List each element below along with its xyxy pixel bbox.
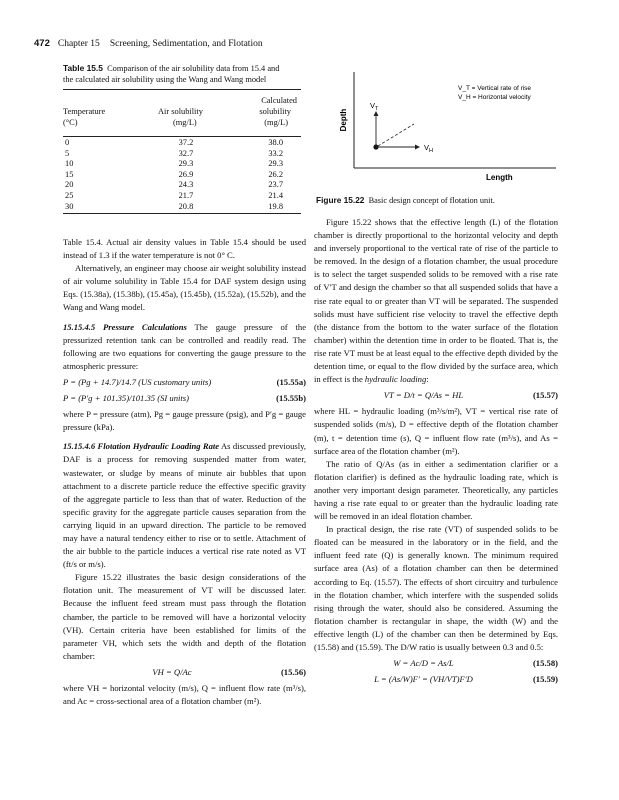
section-heading: 15.15.4.5 Pressure Calculations (63, 321, 187, 332)
figure (316, 62, 576, 207)
figure-diagram (316, 62, 576, 187)
equation-15-55a: P = (Pg + 14.7)/14.7 (US customary units) (15.55a) (63, 376, 306, 387)
section-heading: 15.15.4.6 Flotation Hydraulic Loading Rate (63, 441, 220, 452)
table-row (63, 170, 301, 181)
right-paragraph-3: In practical design, the rise rate (VT) of suspended solids to be floated can be measured in the laboratory or in the field, and the influent feed rate (Q) is generally known. The minimum required surface area (As) of a flotation chamber can then be determined according to Eq. (15.57). The effects of short circuitry and turbulence in the flotation chamber, which interfere with the suspended solids rising through the water, should also be considered. Assuming the flotation chamber is rectangular in shape, the width (W) and the effective length (L) of the chamber can then be determined by Eqs. (15.58) and (15.59). The D/W ratio is usually between 0.3 and 0.5: (314, 524, 558, 652)
left-paragraph-1: Table 15.4. Actual air density values in Table 15.4 should be used instead of 1.3 if the water temperature is not 0° C. (63, 237, 306, 261)
table-row (63, 202, 301, 213)
table-cell: 32.7 (178, 148, 194, 158)
table-cell: 26.9 (178, 169, 194, 179)
equation-15-55b: P = (P′g + 101.35)/101.35 (SI units) (15.55b) (63, 393, 306, 404)
equation-15-59: L = (As/W)F′ = (VH/VT)F′D (15.59) (374, 674, 558, 685)
chapter-number: Chapter 15 (57, 39, 100, 49)
right-where-1: where HL = hydraulic loading (m³/s/m²), VT = vertical rise rate of suspended solids (m/s), D = effective depth of the flotation chamber (m), t = detention time (s), Q = influent flow rate (m³/s), and As = surface area of the flotation chamber (m²). (314, 406, 558, 456)
table-cell: 20 (65, 180, 74, 190)
table-cell: 19.8 (268, 201, 283, 211)
legend-line-1: V_T = Vertical rate of rise (458, 85, 532, 92)
table-block (63, 63, 301, 214)
left-where-1: where P = pressure (atm), Pg = gauge pressure (psig), and P′g = gauge pressure (kPa). (63, 409, 306, 433)
table-cell: 23.7 (268, 180, 283, 190)
right-paragraph-2: The ratio of Q/As (as in either a sedimentation clarifier or a flotation clarifier) is defined as the hydraulic loading rate, which is another very important design parameter. Theoretically, any particles having a rise rate equal to or greater than the hydraulic loading rate will be removed in an ideal flotation chamber. (314, 458, 558, 522)
resultant-path (378, 124, 414, 146)
x-axis-label: Length (486, 173, 513, 182)
figure-caption: Figure 15.22 Basic design concept of flotation unit. (316, 195, 495, 205)
left-paragraph-2: Alternatively, an engineer may choose air weight solubility instead of air volume solubility in Table 15.4 for DAF system design using Eqs. (15.38a), (15.38b), (15.45a), (15.45b), (15.52a), (15.52b), and the Wang and Wang model. (63, 263, 306, 313)
table-row (63, 149, 301, 160)
table-row (63, 159, 301, 170)
table-rule-mid (63, 136, 301, 137)
left-column (63, 236, 306, 708)
table-cell: 10 (65, 159, 74, 169)
table-row (63, 138, 301, 149)
table-cell: 20.8 (178, 201, 194, 211)
chapter-title: Screening, Sedimentation, and Flotation (109, 39, 263, 49)
table-cell: 24.3 (178, 180, 194, 190)
left-paragraph-3: Figure 15.22 illustrates the basic design considerations of the flotation unit. The measurement of VT will be discussed later. Because the influent feed stream must pass through the flotation chamber, the particle to be removed will have a horizontal velocity (VH). Certain criteria have been established for limits of the parameter VH, which sets the width and depth of the flotation chamber: (63, 572, 306, 661)
left-where-2: where VH = horizontal velocity (m/s), Q = influent flow rate (m³/s), and Ac = cross-sectional area of a flotation chamber (m²). (63, 683, 306, 707)
table-cell: 0 (65, 138, 70, 147)
table-cell: 29.3 (268, 159, 283, 169)
vh-arrowhead (415, 145, 420, 150)
table-cell: 5 (65, 148, 70, 158)
right-paragraph-1: Figure 15.22 shows that the effective length (L) of the flotation chamber is directly proportional to the horizontal velocity and depth and inversely proportional to the vertical rate of rise of the particle to be removed. In the design of a flotation chamber, the usual procedure is to select the target suspended solids to be removed with a rise rate of V′T and design the chamber so that all suspended solids that have a rise rate equal to or greater than VT will be separated. The suspended solids must have sufficient rise velocity to travel the effective depth (the distance from the bottom to the water surface of the flotation chamber) within the detention time in order to be floated. That is, the rise rate VT must be at least equal to the effective depth divided by the detention time, or equal to the flow divided by the surface area, which in effect is the hydraulic loading: (314, 217, 558, 385)
equation-15-56: VH = Q/Ac (15.56) (152, 666, 306, 677)
running-header (34, 38, 273, 49)
equation-15-57: VT = D/t = Q/As = HL (15.57) (383, 390, 558, 401)
table-cell: 29.3 (178, 159, 194, 169)
table-caption: Table 15.5 Comparison of the air solubility data from 15.4 and the calculated air solubility using the Wang and Wang model (63, 63, 280, 84)
y-axis-label: Depth (339, 108, 348, 132)
table-cell: 37.2 (178, 138, 194, 147)
vh-label: $V_H$ (424, 143, 433, 154)
table-cell: 25 (65, 190, 74, 200)
table-cell: 38.0 (268, 138, 283, 147)
table-row (63, 180, 301, 191)
table-cell: 21.7 (178, 190, 194, 200)
table-header: Calculated Temperature (°C) Air solubility (mg/L) solubility (mg/L) (63, 96, 297, 127)
section-loading-rate: 15.15.4.6 Flotation Hydraulic Loading Rate As discussed previously, DAF is a process for removing suspended matter from water, wastewater, or sludge by means of minute air bubbles that upon attachment to a discrete particle reduce the effective specific gravity of the aggregate particle to less than that of water. Reduction of the specific gravity for the aggregate particle causes separation from the carrying liquid in an upward direction. The particle to be removed may have a natural tendency either to rise or to settle. Attachment of the air bubble to the particle induces a vertical rise rate noted as VT (ft/s or m/s). (63, 441, 306, 570)
equation-15-58: W = Ac/D = As/L (15.58) (393, 658, 558, 669)
vt-label: $V_T$ (370, 101, 379, 112)
table-cell: 15 (65, 169, 74, 179)
right-column (314, 216, 558, 689)
table-row (63, 191, 301, 202)
figure-label: Figure 15.22 (316, 195, 365, 205)
table-label: Table 15.5 (63, 63, 103, 73)
section-pressure: 15.15.4.5 Pressure Calculations The gauge pressure of the pressurized retention tank can be controlled and readily read. The following are two equations for converting the gauge pressure to the atmospheric pressure: (63, 321, 307, 371)
table-cell: 26.2 (268, 169, 283, 179)
table-cell: 33.2 (268, 148, 283, 158)
table-cell: 21.4 (268, 190, 283, 200)
page-number: 472 (34, 38, 50, 49)
legend-line-2: V_H = Horizontal velocity (458, 94, 531, 101)
data-table (63, 138, 301, 212)
table-cell: 30 (65, 201, 74, 211)
table-rule-bottom (63, 213, 301, 214)
